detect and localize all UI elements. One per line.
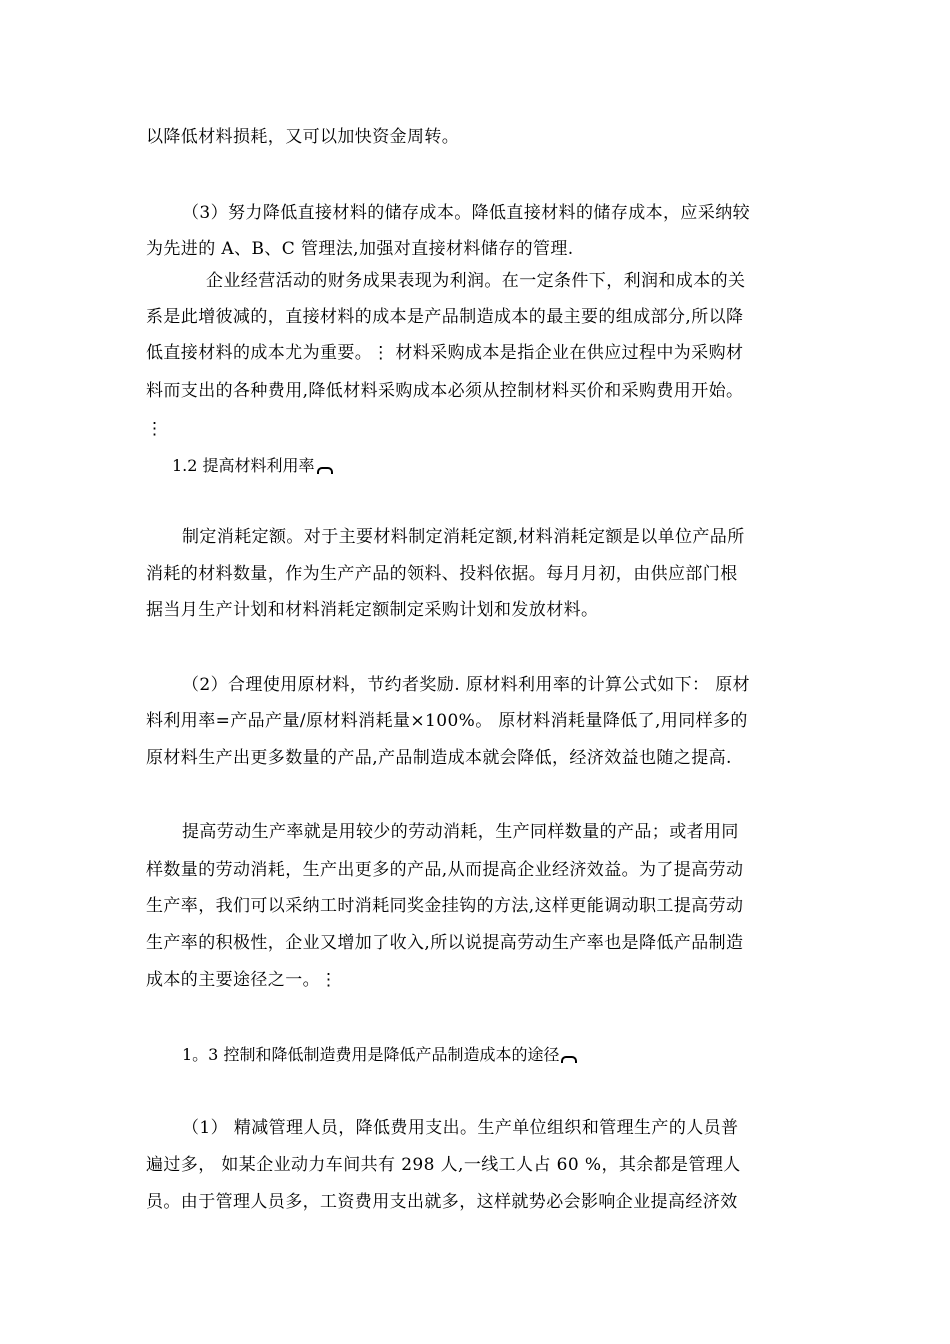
paragraph-line: （3）努力降低直接材料的储存成本。降低直接材料的储存成本，应采纳较 [182,203,751,223]
section-marker-icon [317,467,333,474]
section-heading-1-3 [182,1045,577,1065]
paragraph-line: 为先进的 A、B、C 管理法,加强对直接材料储存的管理. [146,239,574,259]
paragraph-line: 制定消耗定额。对于主要材料制定消耗定额,材料消耗定额是以单位产品所 [182,527,745,547]
ellipsis-mark: ⋮ [146,419,163,439]
paragraph-line: 样数量的劳动消耗，生产出更多的产品,从而提高企业经济效益。为了提高劳动 [146,860,744,880]
paragraph-line: 料而支出的各种费用,降低材料采购成本必须从控制材料买价和采购费用开始。 [146,381,744,401]
section-heading-text: 1。3 控制和降低制造费用是降低产品制造成本的途径 [182,1045,560,1064]
paragraph-line: 提高劳动生产率就是用较少的劳动消耗，生产同样数量的产品；或者用同 [182,822,739,842]
paragraph-line: 消耗的材料数量，作为生产产品的领料、投料依据。每月月初，由供应部门根 [146,564,738,584]
section-heading-1-2 [172,456,333,476]
paragraph-line: 低直接材料的成本尤为重要。⋮ 材料采购成本是指企业在供应过程中为采购材 [146,343,744,363]
paragraph-line: 以降低材料损耗，又可以加快资金周转。 [146,127,460,147]
paragraph-line: 系是此增彼减的，直接材料的成本是产品制造成本的最主要的组成部分,所以降 [146,307,744,327]
paragraph-line: 遍过多， 如某企业动力车间共有 298 人,一线工人占 60 %，其余都是管理人 [146,1155,741,1175]
paragraph-line: 企业经营活动的财务成果表现为利润。在一定条件下，利润和成本的关 [206,271,746,291]
paragraph-line: 原材料生产出更多数量的产品,产品制造成本就会降低，经济效益也随之提高. [146,748,732,768]
paragraph-line: 生产率，我们可以采纳工时消耗同奖金挂钩的方法,这样更能调动职工提高劳动 [146,896,744,916]
paragraph-line: （2）合理使用原材料，节约者奖励. 原材料利用率的计算公式如下： 原材 [182,675,751,695]
paragraph-line: 据当月生产计划和材料消耗定额制定采购计划和发放材料。 [146,600,599,620]
paragraph-line: 生产率的积极性，企业又增加了收入,所以说提高劳动生产率也是降低产品制造 [146,933,744,953]
paragraph-line: （1） 精减管理人员，降低费用支出。生产单位组织和管理生产的人员普 [182,1118,739,1138]
section-heading-text: 1.2 提高材料利用率 [172,456,315,475]
paragraph-line: 员。由于管理人员多，工资费用支出就多，这样就势必会影响企业提高经济效 [146,1192,738,1212]
section-marker-icon [561,1056,577,1063]
paragraph-line: 料利用率=产品产量/原材料消耗量×100%。 原材料消耗量降低了,用同样多的 [146,711,748,731]
paragraph-line: 成本的主要途径之一。⋮ [146,970,338,990]
